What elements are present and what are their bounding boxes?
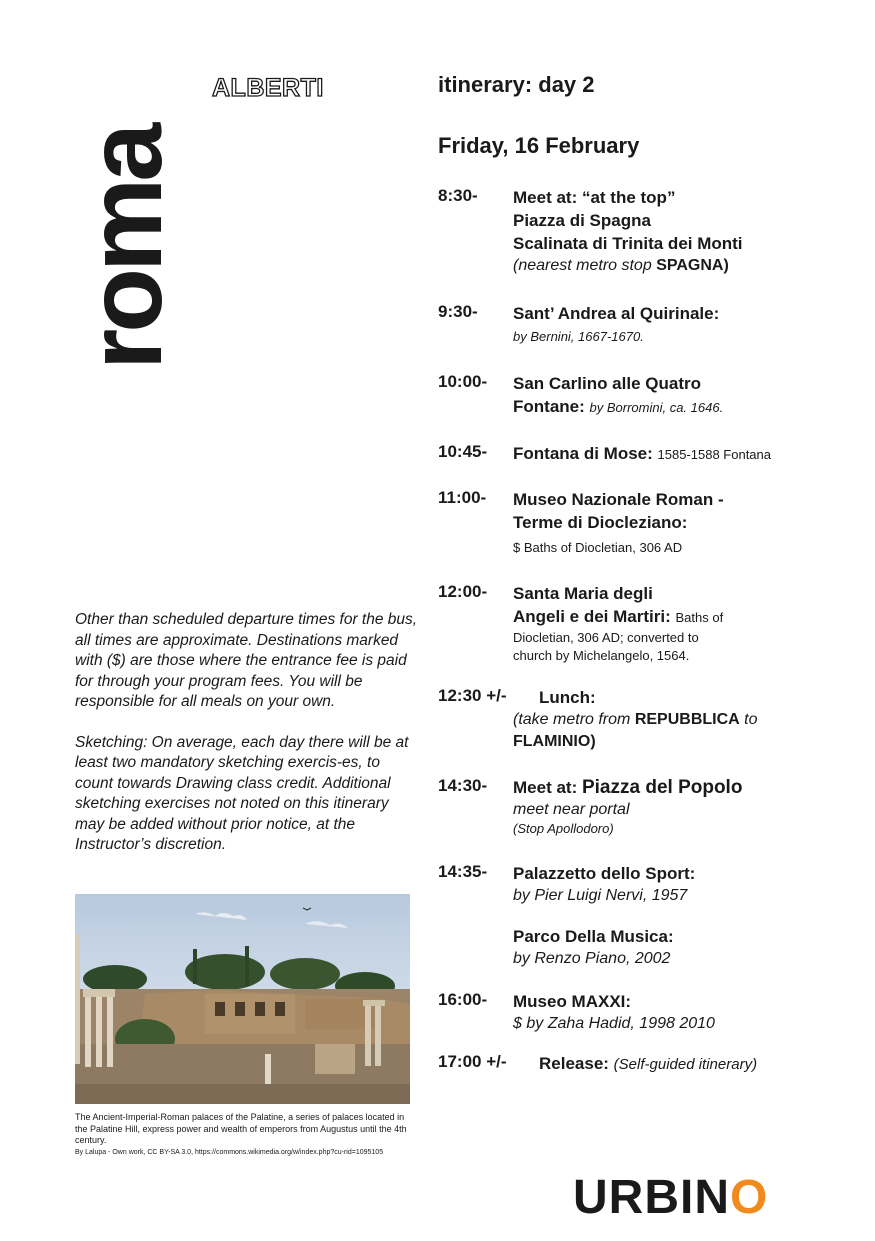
entry-title: Meet at: “at the top” — [513, 188, 676, 207]
entry-time: 14:30- — [438, 776, 488, 795]
entry-title: Fontana di Mose: 1585-1588 Fontana — [513, 444, 771, 463]
entry-title: Museo MAXXI: — [513, 992, 632, 1011]
logo-accent-o: O — [730, 1171, 769, 1224]
entry-time: 14:35- — [438, 862, 488, 881]
entry-title: Release: (Self-guided itinerary) — [539, 1054, 758, 1073]
entry-note: (nearest metro stop SPAGNA) — [513, 257, 729, 274]
entry-time: 10:45- — [438, 442, 488, 461]
notes-paragraph: Other than scheduled departure times for the bus, all times are approximate. Destinations marked with ($) are those where the entrance fee is paid for through your program fees. You will be responsible for all meals on your own. — [75, 611, 418, 710]
entry-body — [513, 686, 858, 753]
entry-time: 9:30- — [438, 302, 478, 321]
entry-title: San Carlino alle Quatro — [513, 374, 701, 393]
entry-title: Fontane: by Borromini, ca. 1646. — [513, 397, 724, 416]
entry-note: FLAMINIO) — [513, 733, 596, 750]
entry-note: by Pier Luigi Nervi, 1957 — [513, 887, 688, 904]
entry-body — [513, 488, 858, 557]
entry-note: by Renzo Piano, 2002 — [513, 950, 671, 967]
entry-title: Parco Della Musica: — [513, 927, 674, 946]
entry-note: by Bernini, 1667-1670. — [513, 329, 644, 344]
entry-time: 16:00- — [438, 990, 488, 1009]
entry-note: (take metro from REPUBBLICA to — [513, 711, 758, 728]
entry-note: $ by Zaha Hadid, 1998 2010 — [513, 1015, 715, 1032]
entry-body — [513, 186, 858, 277]
entry-title: Santa Maria degli — [513, 584, 653, 603]
itinerary-date: Friday, 16 February — [438, 133, 640, 158]
entry-note: meet near portal — [513, 801, 630, 818]
entry-note: $ Baths of Diocletian, 306 AD — [513, 540, 683, 555]
brand-alberti: ALBERTI — [212, 74, 324, 102]
entry-time: 12:30 +/- — [438, 686, 507, 705]
caption-credit: By Lalupa - Own work, CC BY-SA 3.0, https://commons.wikimedia.org/w/index.php?cu-rid=1095105 — [75, 1148, 384, 1156]
caption-text: The Ancient-Imperial-Roman palaces of the Palatine, a series of palaces located in the Palatine Hill, express power and wealth of emperors from Augustus until the 4th century. — [75, 1112, 407, 1145]
entry-title: Terme di Diocleziano: — [513, 513, 688, 532]
palatine-illustration — [75, 894, 410, 1104]
entry-title: Angeli e dei Martiri: Baths of — [513, 607, 724, 626]
entry-title: Piazza di Spagna — [513, 211, 651, 230]
entry-note: church by Michelangelo, 1564. — [513, 648, 690, 663]
entry-time: 11:00- — [438, 488, 487, 507]
entry-body — [513, 990, 858, 1035]
entry-title: Palazzetto dello Sport: — [513, 864, 696, 883]
entry-body — [513, 372, 858, 419]
palatine-photo — [75, 894, 410, 1104]
entry-title: Museo Nazionale Roman - — [513, 490, 724, 509]
entry-body — [513, 302, 858, 344]
photo-caption — [75, 1112, 410, 1157]
entry-title: Sant’ Andrea al Quirinale: — [513, 304, 720, 323]
entry-body — [513, 862, 858, 970]
entry-body — [513, 442, 858, 466]
entry-time: 17:00 +/- — [438, 1052, 507, 1071]
page-title-roma: roma — [66, 126, 184, 370]
entry-note: (Stop Apollodoro) — [513, 821, 614, 836]
entry-note: Diocletian, 306 AD; converted to — [513, 630, 699, 645]
entry-body — [513, 582, 858, 665]
entry-time: 12:00- — [438, 582, 488, 601]
entry-body — [513, 1052, 858, 1076]
entry-time: 8:30- — [438, 186, 478, 205]
entry-body — [513, 776, 858, 836]
itinerary-notes — [75, 610, 420, 876]
entry-title: Lunch: — [539, 688, 596, 707]
itinerary-heading: itinerary: day 2 — [438, 72, 595, 97]
entry-title: Meet at: Piazza del Popolo — [513, 777, 743, 798]
entry-title: Scalinata di Trinita dei Monti — [513, 234, 743, 253]
urbino-logo: URBINO — [573, 1171, 769, 1224]
notes-paragraph: Sketching: On average, each day there will be at least two mandatory sketching exercis-es, to count towards Drawing class credit. Additional sketching exercises not noted on this itinerary may be added without prior notice, at the Instructor’s discretion. — [75, 733, 409, 853]
entry-time: 10:00- — [438, 372, 488, 391]
